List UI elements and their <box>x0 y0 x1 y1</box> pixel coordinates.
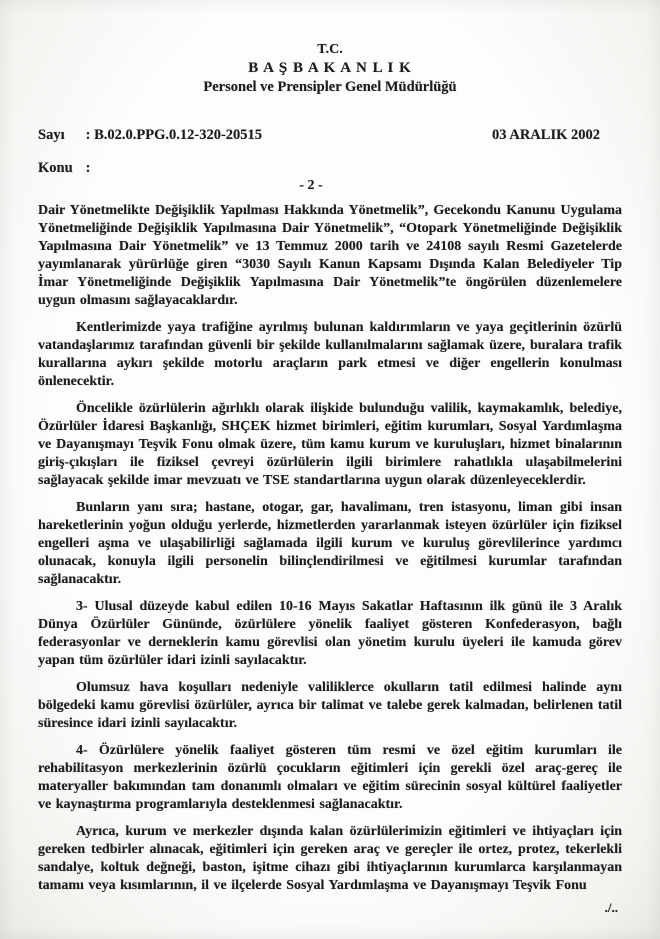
paragraph: Ayrıca, kurum ve merkezler dışında kalan özürlülerimizin eğitimleri ve ihtiyaçları için gereken tedbirler alınacak, eğitimleri için gereken araç ve gereçler ile ortez, protez, tekerlekli sandalye, koltuk değneği, baston, işitme cihazı gibi ihtiyaçlarının kurumlarca karşılanmayan tamamı veya kısımlarının, il ve ilçelerde Sosyal Yardımlaşma ve Dayanışmayı Teşvik Fonu <box>38 824 622 893</box>
sayi-label: Sayı <box>38 127 65 143</box>
paragraph-item-3: 3- Ulusal düzeyde kabul edilen 10-16 Mayıs Sakatlar Haftasının ilk günü ile 3 Aralık Dünya Özürlüler Gününde, özürlülere yönelik faaliyet gösteren Konfederasyon, bağlı federasyonlar ve derneklerin kamu görevlisi olan yönetim kurulu üyeleri ile kamuda görev yapan tüm özürlüler idari izinli sayılacaktır. <box>38 599 622 668</box>
sayi-value: : B.02.0.PPG.0.12-320-20515 <box>85 127 263 143</box>
letterhead-country: T.C. <box>317 42 343 57</box>
konu-colon: : <box>85 160 91 176</box>
paragraph-continuation: Dair Yönetmelikte Değişiklik Yapılması Hakkında Yönetmelik”, Gecekondu Kanunu Uygulama Yönetmeliğinde Değişiklik Yapılmasına Dair Yönetmelik”, “Otopark Yönetmeliğinde Değişiklik Yapılmasına Dair Yönetmelik” ve 13 Temmuz 2000 tarih ve 24108 sayılı Resmi Gazetelerde yayımlanarak yürürlüğe giren “3030 Sayılı Kanun Kapsamı Dışında Kalan Belediyeler Tip İmar Yönetmeliğinde Değişiklik Yapılmasına Dair Yönetmelik”te öngörülen düzenlemelere uygun olmasını sağlayacaklardır. <box>38 203 622 308</box>
document-date: 03 ARALIK 2002 <box>492 127 600 143</box>
page-number: - 2 - <box>299 178 323 193</box>
continuation-mark: ./.. <box>604 900 618 915</box>
paragraph: Öncelikle özürlülerin ağırlıklı olarak ilişkide bulunduğu valilik, kaymakamlık, belediye, Özürlüler İdaresi Başkanlığı, SHÇEK hizmet birimleri, eğitim kurumları, Sosyal Yardımlaşma ve Dayanışmayı Teşvik Fonu olmak üzere, tüm kamu kurum ve kuruluşları, hizmet binalarının giriş-çıkışları ile fiziksel çevreyi özürlülerin ilgili birimlere rahatlıkla ulaşabilmelerini sağlayacak şekilde imar mevzuatı ve TSE standartlarına uygun olarak düzenleyeceklerdir. <box>38 401 622 488</box>
paragraph-item-4: 4- Özürlülere yönelik faaliyet gösteren tüm resmi ve özel eğitim kurumları ile rehabilitasyon merkezlerinin özürlü çocukların eğitimleri için gerekli özel araç-gereç ile materyaller bakımından tam donanımlı olmaları ve eğitim sürecinin sosyal kültürel faaliyetler ve kaynaştırma programlarıyla desteklenmesi sağlanacaktır. <box>38 743 622 812</box>
letterhead-agency: B A Ş B A K A N L I K <box>248 60 412 76</box>
document-body <box>38 202 622 895</box>
paragraph: Kentlerimizde yaya trafiğine ayrılmış bulunan kaldırımların ve yaya geçitlerinin özürlü vatandaşlarımız tarafından güvenli bir şekilde kullanılmalarını sağlamak üzere, buralara trafik kurallarına aykırı şekilde motorlu araçların park etmesi ve diğer engellerin konulması önlenecektir. <box>38 320 622 389</box>
paragraph: Bunların yanı sıra; hastane, otogar, gar, havalimanı, tren istasyonu, liman gibi insan hareketlerinin yoğun olduğu yerlerde, hizmetlerden yararlanmak isteyen özürlüler için fiziksel engelleri aşma ve ulaşabilirliği sağlamada ilgili kurum ve kuruluş görevlilerince yardımcı olunacak, konuyla ilgili personelin bilinçlendirilmesi ve eğitilmesi kurumlar tarafından sağlanacaktır. <box>38 500 622 587</box>
subject-row <box>38 160 622 177</box>
reference-number-row <box>38 127 622 144</box>
paragraph: Olumsuz hava koşulları nedeniyle valiliklerce okulların tatil edilmesi halinde aynı bölgedeki kamu görevlisi özürlüler, ayrıca bir talimat ve talebe gerek kalmadan, belirlenen tatil süresince idari izinli sayılacaktır. <box>38 680 622 731</box>
letterhead <box>38 40 622 97</box>
letterhead-department: Personel ve Prensipler Genel Müdürlüğü <box>203 79 457 95</box>
konu-label: Konu <box>38 160 73 176</box>
